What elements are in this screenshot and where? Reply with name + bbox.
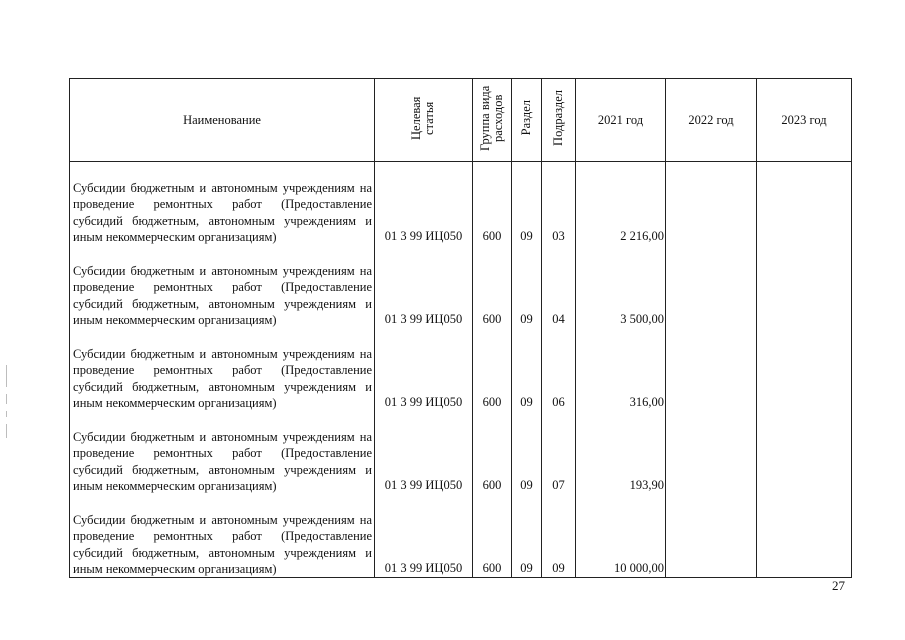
row-group: 600	[473, 328, 512, 411]
header-subsection	[542, 79, 576, 162]
row-subsection: 04	[542, 245, 576, 328]
row-2022	[666, 494, 757, 578]
header-section-label: Раздел	[518, 100, 533, 136]
row-2021: 193,90	[576, 411, 666, 494]
row-name: Субсидии бюджетным и автономным учреждениям на проведение ремонтных работ (Предоставление субсидий бюджетным, автономным учреждениям и иным некоммерческим организациям)	[70, 494, 375, 578]
row-2021: 3 500,00	[576, 245, 666, 328]
header-section	[512, 79, 542, 162]
row-subsection: 03	[542, 162, 576, 246]
row-target: 01 3 99 ИЦ050	[375, 162, 473, 246]
row-target: 01 3 99 ИЦ050	[375, 328, 473, 411]
table-header-row	[70, 79, 852, 162]
row-2021: 2 216,00	[576, 162, 666, 246]
row-target: 01 3 99 ИЦ050	[375, 494, 473, 578]
header-group	[473, 79, 512, 162]
table-row	[70, 494, 852, 578]
row-2022	[666, 245, 757, 328]
header-target-label: Целевая статья	[409, 96, 437, 140]
page-number: 27	[832, 578, 845, 593]
row-2023	[757, 411, 852, 494]
row-target: 01 3 99 ИЦ050	[375, 245, 473, 328]
header-subsection-label: Подраздел	[550, 90, 565, 146]
scan-margin-marks	[6, 365, 8, 455]
row-name: Субсидии бюджетным и автономным учреждениям на проведение ремонтных работ (Предоставление субсидий бюджетным, автономным учреждениям и иным некоммерческим организациям)	[70, 328, 375, 411]
table-row	[70, 411, 852, 494]
row-2022	[666, 328, 757, 411]
row-group: 600	[473, 245, 512, 328]
row-group: 600	[473, 494, 512, 578]
row-section: 09	[512, 162, 542, 246]
row-section: 09	[512, 494, 542, 578]
row-subsection: 07	[542, 411, 576, 494]
row-subsection: 09	[542, 494, 576, 578]
row-2023	[757, 162, 852, 246]
row-2022	[666, 162, 757, 246]
row-name: Субсидии бюджетным и автономным учреждениям на проведение ремонтных работ (Предоставление субсидий бюджетным, автономным учреждениям и иным некоммерческим организациям)	[70, 245, 375, 328]
row-2023	[757, 328, 852, 411]
row-section: 09	[512, 245, 542, 328]
row-section: 09	[512, 328, 542, 411]
budget-table	[69, 78, 852, 578]
row-group: 600	[473, 162, 512, 246]
row-2023	[757, 494, 852, 578]
row-group: 600	[473, 411, 512, 494]
row-2023	[757, 245, 852, 328]
row-2021: 10 000,00	[576, 494, 666, 578]
row-target: 01 3 99 ИЦ050	[375, 411, 473, 494]
header-name: Наименование	[70, 79, 375, 162]
header-2023: 2023 год	[757, 79, 852, 162]
header-2021: 2021 год	[576, 79, 666, 162]
row-section: 09	[512, 411, 542, 494]
header-2022: 2022 год	[666, 79, 757, 162]
row-2022	[666, 411, 757, 494]
table-row	[70, 162, 852, 246]
row-name: Субсидии бюджетным и автономным учреждениям на проведение ремонтных работ (Предоставление субсидий бюджетным, автономным учреждениям и иным некоммерческим организациям)	[70, 411, 375, 494]
header-target	[375, 79, 473, 162]
table-row	[70, 328, 852, 411]
row-subsection: 06	[542, 328, 576, 411]
row-name: Субсидии бюджетным и автономным учреждениям на проведение ремонтных работ (Предоставление субсидий бюджетным, автономным учреждениям и иным некоммерческим организациям)	[70, 162, 375, 246]
row-2021: 316,00	[576, 328, 666, 411]
header-group-label: Группа вида расходов	[477, 85, 505, 151]
table-row	[70, 245, 852, 328]
